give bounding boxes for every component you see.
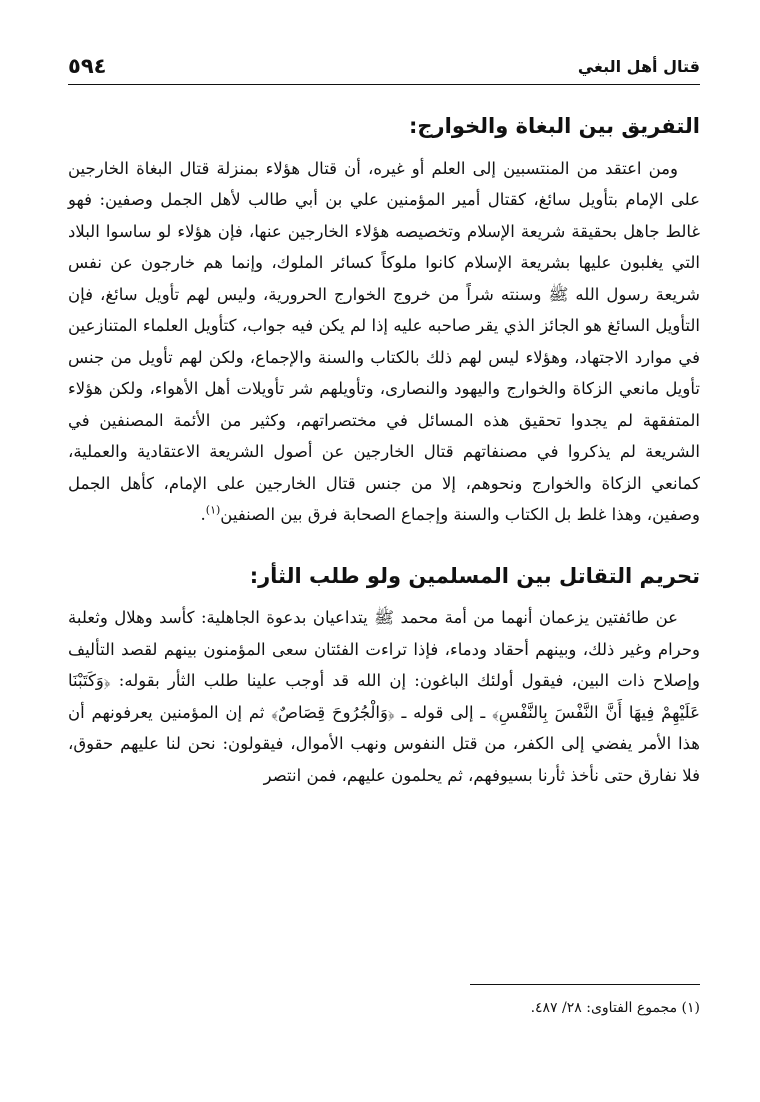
paragraph-prohibition-part2: ـ إلى قوله ـ	[394, 702, 492, 722]
page-header	[68, 48, 700, 85]
paragraph-distinction-text: ومن اعتقد من المنتسبين إلى العلم أو غيره، أن قتال هؤلاء بمنزلة قتال البغاة الخارجين على الإمام بتأويل سائغ، كقتال أمير المؤمنين علي بن أبي طالب لأهل الجمل وصفين: فهو غالط جاهل بحقيقة شريعة الإسلام وتخصيصه هؤلاء الخارجين عنها، فإن هؤلاء لو ساسوا البلاد التي يغلبون عليها بشريعة الإسلام كانوا ملوكاً كسائر الملوك، وإنما هم خارجون عن نفس شريعة رسول الله ﷺ وسنته شراً من خروج الخوارج الحرورية، وليس لهم تأويل سائغ، فإن التأويل السائغ هو الجائز الذي يقر صاحبه عليه إذا لم يكن فيه جواب، كتأويل العلماء المتنازعين في موارد الاجتهاد، وهؤلاء ليس لهم ذلك بالكتاب والسنة والإجماع، ولكن لهم تأويل من جنس تأويل مانعي الزكاة والخوارج واليهود والنصارى، وتأويلهم شر تأويلات أهل الأهواء، ولكن هؤلاء المتفقهة لم يجدوا تحقيق هذه المسائل في مختصراتهم، وكثير من الأئمة المصنفين في الشريعة لم يذكروا في مصنفاتهم قتال الخارجين عن أصول الشريعة الاعتقادية والعملية، كمانعي الزكاة والخوارج ونحوهم، إلا من جنس قتال الخارجين على الإمام، كأهل الجمل وصفين، وهذا غلط بل الكتاب والسنة وإجماع الصحابة فرق بين الصنفين	[68, 158, 700, 524]
footnote-separator	[470, 984, 700, 985]
quran-verse-1: ﴿وَكَتَبْنَا عَلَيْهِمْ فِيهَا أَنَّ النَّفْسَ بِالنَّفْسِ﴾	[68, 671, 700, 722]
paragraph-distinction	[68, 153, 700, 531]
paragraph-prohibition-part1: عن طائفتين يزعمان أنهما من أمة محمد ﷺ يتداعيان بدعوة الجاهلية: كأسد وهلال وثعلبة وحرام وغير ذلك، وبينهم أحقاد ودماء، فإذا تراءت الفئتان سعى المؤمنون بينهم لقصد التأليف وإصلاح ذات البين، فيقول أولئك الباغون: إن الله قد أوجب علينا طلب الثأر بقوله:	[68, 608, 700, 690]
section-heading-distinction: التفريق بين البغاة والخوارج:	[409, 114, 700, 138]
section-heading-prohibition: تحريم التقاتل بين المسلمين ولو طلب الثأر:	[249, 563, 700, 588]
page-number: ٥٩٤	[68, 54, 107, 78]
running-title: قتال أهل البغي	[577, 56, 700, 76]
footnote: (١) مجموع الفتاوى: ٢٨/ ٤٨٧.	[530, 1000, 700, 1016]
paragraph-prohibition	[68, 602, 700, 791]
paragraph-distinction-end: .	[200, 505, 206, 524]
footnote-reference: (١)	[205, 503, 221, 517]
paragraph-prohibition-part3: ثم إن المؤمنين يعرفونهم أن هذا الأمر يفضي إلى الكفر، من قتل النفوس ونهب الأموال، فيقولون: نحن لنا عليهم حقوق، فلا نفارق حتى نأخذ ثأرنا بسيوفهم، ثم يحلمون عليهم، فمن انتصر	[68, 702, 700, 785]
quran-verse-2: ﴿وَالْجُرُوحَ قِصَاصٌ﴾	[271, 702, 395, 722]
document-page	[68, 48, 700, 1068]
